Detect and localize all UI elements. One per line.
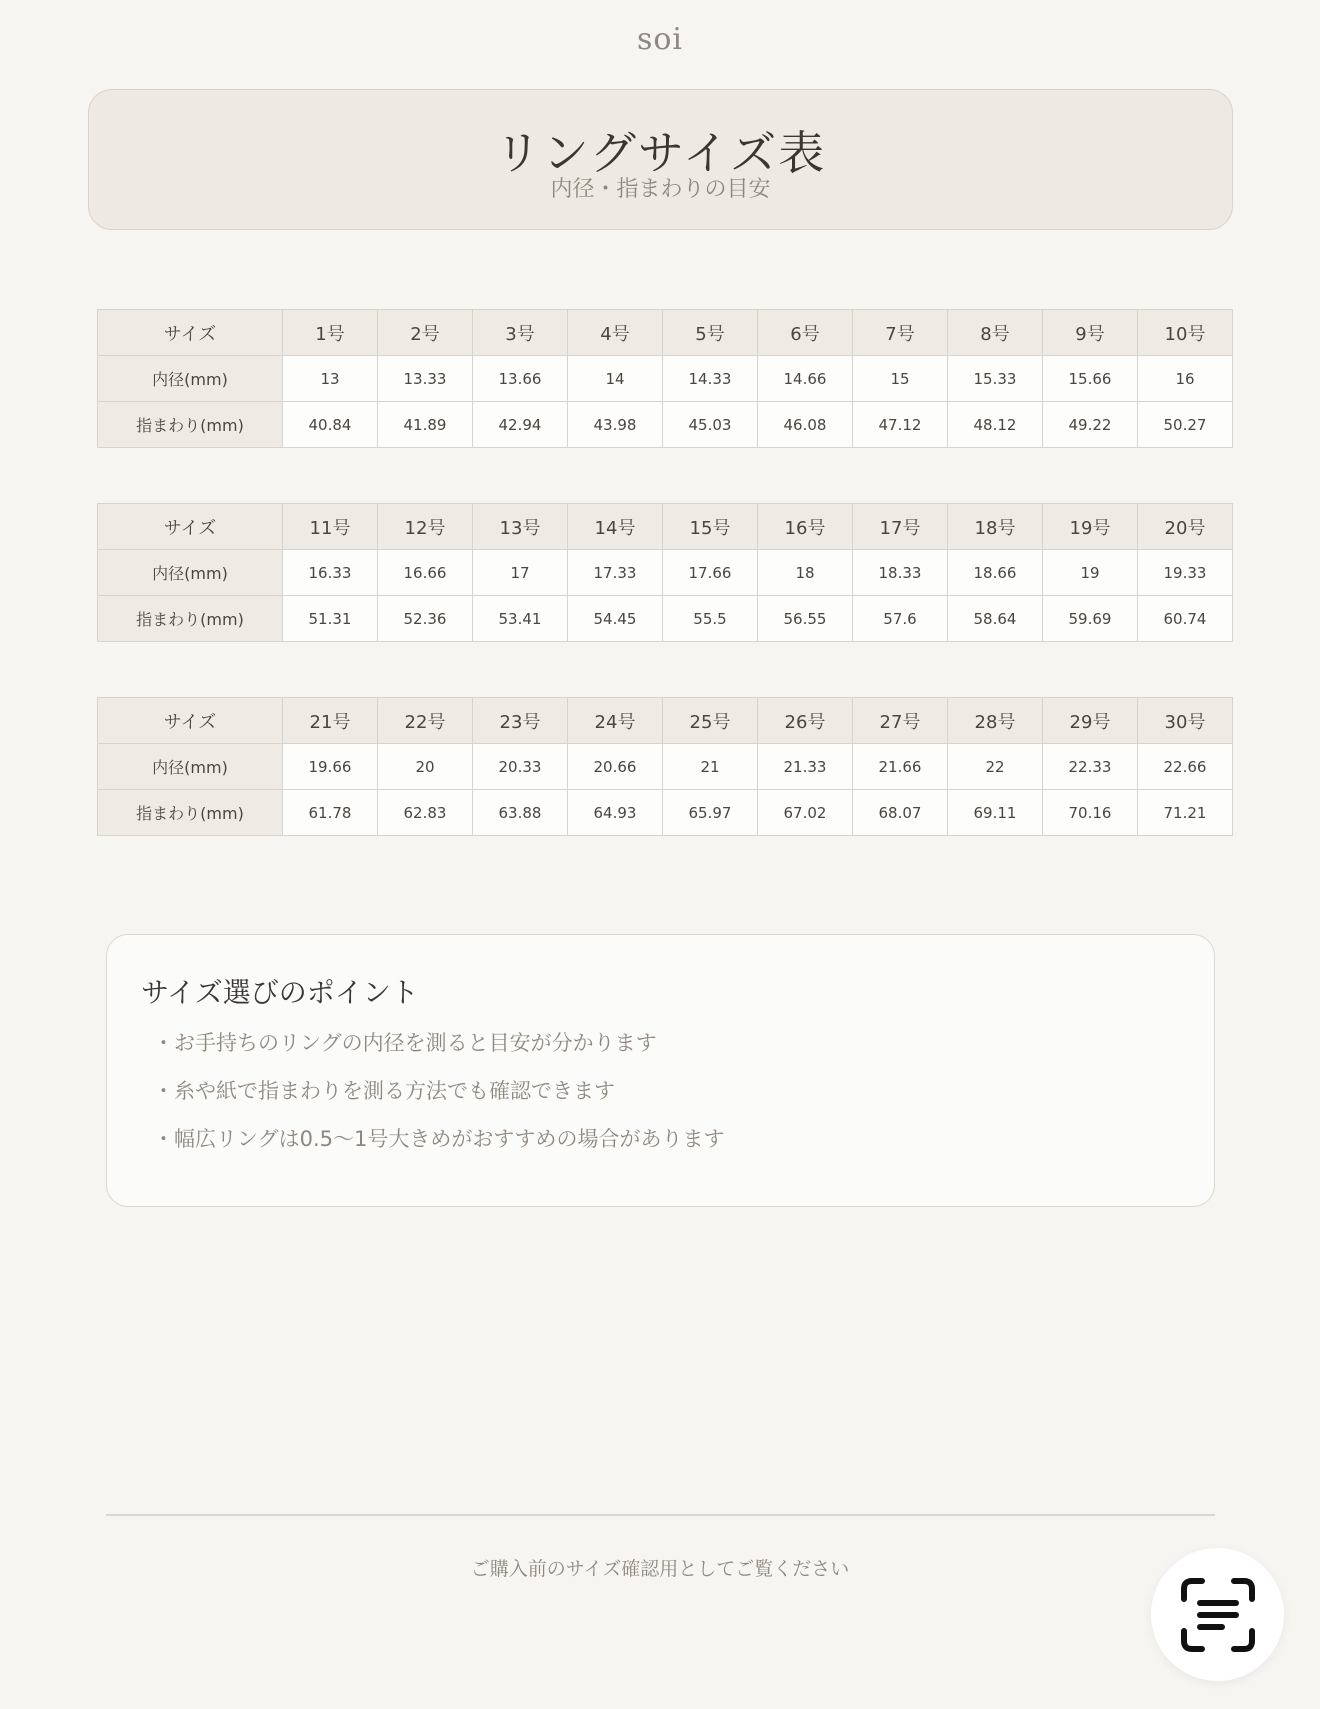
row-label: サイズ [98, 698, 283, 744]
size-cell: 12号 [378, 504, 473, 550]
size-cell: 8号 [948, 310, 1043, 356]
size-cell: 1号 [283, 310, 378, 356]
circumference-cell: 68.07 [853, 790, 948, 836]
inner-diameter-cell: 19.66 [283, 744, 378, 790]
size-cell: 10号 [1138, 310, 1233, 356]
footer-note: ご購入前のサイズ確認用としてご覧ください [470, 1558, 850, 1580]
circumference-cell: 57.6 [853, 596, 948, 642]
circumference-cell: 45.03 [663, 402, 758, 448]
circumference-cell: 63.88 [473, 790, 568, 836]
row-label: 内径(mm) [98, 550, 283, 596]
inner-diameter-cell: 13.66 [473, 356, 568, 402]
inner-diameter-cell: 15 [853, 356, 948, 402]
inner-diameter-cell: 17.33 [568, 550, 663, 596]
circumference-cell: 64.93 [568, 790, 663, 836]
inner-diameter-cell: 18.33 [853, 550, 948, 596]
circumference-cell: 50.27 [1138, 402, 1233, 448]
circumference-cell: 54.45 [568, 596, 663, 642]
size-cell: 15号 [663, 504, 758, 550]
circumference-cell: 40.84 [283, 402, 378, 448]
circumference-row [98, 596, 1233, 642]
circumference-cell: 56.55 [758, 596, 853, 642]
circumference-row [98, 402, 1233, 448]
inner-diameter-cell: 22.66 [1138, 744, 1233, 790]
footer-divider [106, 1514, 1215, 1516]
circumference-cell: 60.74 [1138, 596, 1233, 642]
circumference-cell: 42.94 [473, 402, 568, 448]
circumference-cell: 67.02 [758, 790, 853, 836]
row-label: 指まわり(mm) [98, 790, 283, 836]
size-row [98, 310, 1233, 356]
size-cell: 5号 [663, 310, 758, 356]
circumference-cell: 71.21 [1138, 790, 1233, 836]
size-cell: 23号 [473, 698, 568, 744]
circumference-row [98, 790, 1233, 836]
size-cell: 29号 [1043, 698, 1138, 744]
scan-button[interactable] [1151, 1548, 1284, 1681]
size-cell: 2号 [378, 310, 473, 356]
size-cell: 19号 [1043, 504, 1138, 550]
size-cell: 7号 [853, 310, 948, 356]
tips-title: サイズ選びのポイント [141, 976, 419, 1009]
inner-diameter-row [98, 744, 1233, 790]
size-cell: 3号 [473, 310, 568, 356]
inner-diameter-cell: 14.66 [758, 356, 853, 402]
circumference-cell: 52.36 [378, 596, 473, 642]
circumference-cell: 48.12 [948, 402, 1043, 448]
size-cell: 22号 [378, 698, 473, 744]
inner-diameter-cell: 20.33 [473, 744, 568, 790]
size-cell: 13号 [473, 504, 568, 550]
inner-diameter-cell: 19.33 [1138, 550, 1233, 596]
row-label: 指まわり(mm) [98, 402, 283, 448]
inner-diameter-cell: 14 [568, 356, 663, 402]
row-label: サイズ [98, 504, 283, 550]
inner-diameter-cell: 16.66 [378, 550, 473, 596]
size-cell: 9号 [1043, 310, 1138, 356]
inner-diameter-cell: 17.66 [663, 550, 758, 596]
size-cell: 17号 [853, 504, 948, 550]
page-subtitle: 内径・指まわりの目安 [550, 177, 771, 202]
inner-diameter-cell: 21.33 [758, 744, 853, 790]
size-cell: 24号 [568, 698, 663, 744]
inner-diameter-cell: 15.33 [948, 356, 1043, 402]
circumference-cell: 43.98 [568, 402, 663, 448]
circumference-cell: 69.11 [948, 790, 1043, 836]
size-cell: 27号 [853, 698, 948, 744]
size-cell: 14号 [568, 504, 663, 550]
circumference-cell: 53.41 [473, 596, 568, 642]
tip-item: ・幅広リングは0.5〜1号大きめがおすすめの場合があります [153, 1127, 725, 1151]
inner-diameter-cell: 13 [283, 356, 378, 402]
tip-item: ・お手持ちのリングの内径を測ると目安が分かります [153, 1031, 657, 1055]
size-table-2 [97, 503, 1233, 642]
size-table-1 [97, 309, 1233, 448]
scan-text-icon [1178, 1575, 1258, 1655]
inner-diameter-cell: 18 [758, 550, 853, 596]
size-cell: 26号 [758, 698, 853, 744]
inner-diameter-row [98, 356, 1233, 402]
size-table-3 [97, 697, 1233, 836]
inner-diameter-row [98, 550, 1233, 596]
circumference-cell: 61.78 [283, 790, 378, 836]
inner-diameter-cell: 21.66 [853, 744, 948, 790]
title-card [88, 89, 1233, 230]
circumference-cell: 70.16 [1043, 790, 1138, 836]
size-cell: 20号 [1138, 504, 1233, 550]
circumference-cell: 47.12 [853, 402, 948, 448]
inner-diameter-cell: 16 [1138, 356, 1233, 402]
row-label: サイズ [98, 310, 283, 356]
page-title: リングサイズ表 [494, 126, 827, 180]
inner-diameter-cell: 14.33 [663, 356, 758, 402]
circumference-cell: 46.08 [758, 402, 853, 448]
inner-diameter-cell: 22 [948, 744, 1043, 790]
inner-diameter-cell: 16.33 [283, 550, 378, 596]
inner-diameter-cell: 20.66 [568, 744, 663, 790]
circumference-cell: 62.83 [378, 790, 473, 836]
size-cell: 21号 [283, 698, 378, 744]
size-cell: 4号 [568, 310, 663, 356]
inner-diameter-cell: 15.66 [1043, 356, 1138, 402]
size-cell: 11号 [283, 504, 378, 550]
tips-card [106, 934, 1215, 1207]
inner-diameter-cell: 18.66 [948, 550, 1043, 596]
size-cell: 18号 [948, 504, 1043, 550]
inner-diameter-cell: 13.33 [378, 356, 473, 402]
inner-diameter-cell: 22.33 [1043, 744, 1138, 790]
size-cell: 16号 [758, 504, 853, 550]
row-label: 内径(mm) [98, 744, 283, 790]
brand-logo: soi [636, 22, 684, 57]
size-row [98, 504, 1233, 550]
tip-item: ・糸や紙で指まわりを測る方法でも確認できます [153, 1079, 615, 1103]
inner-diameter-cell: 21 [663, 744, 758, 790]
inner-diameter-cell: 20 [378, 744, 473, 790]
circumference-cell: 59.69 [1043, 596, 1138, 642]
size-cell: 25号 [663, 698, 758, 744]
circumference-cell: 41.89 [378, 402, 473, 448]
circumference-cell: 49.22 [1043, 402, 1138, 448]
size-cell: 6号 [758, 310, 853, 356]
inner-diameter-cell: 17 [473, 550, 568, 596]
size-cell: 28号 [948, 698, 1043, 744]
row-label: 内径(mm) [98, 356, 283, 402]
circumference-cell: 51.31 [283, 596, 378, 642]
inner-diameter-cell: 19 [1043, 550, 1138, 596]
circumference-cell: 65.97 [663, 790, 758, 836]
circumference-cell: 55.5 [663, 596, 758, 642]
circumference-cell: 58.64 [948, 596, 1043, 642]
size-row [98, 698, 1233, 744]
row-label: 指まわり(mm) [98, 596, 283, 642]
size-cell: 30号 [1138, 698, 1233, 744]
